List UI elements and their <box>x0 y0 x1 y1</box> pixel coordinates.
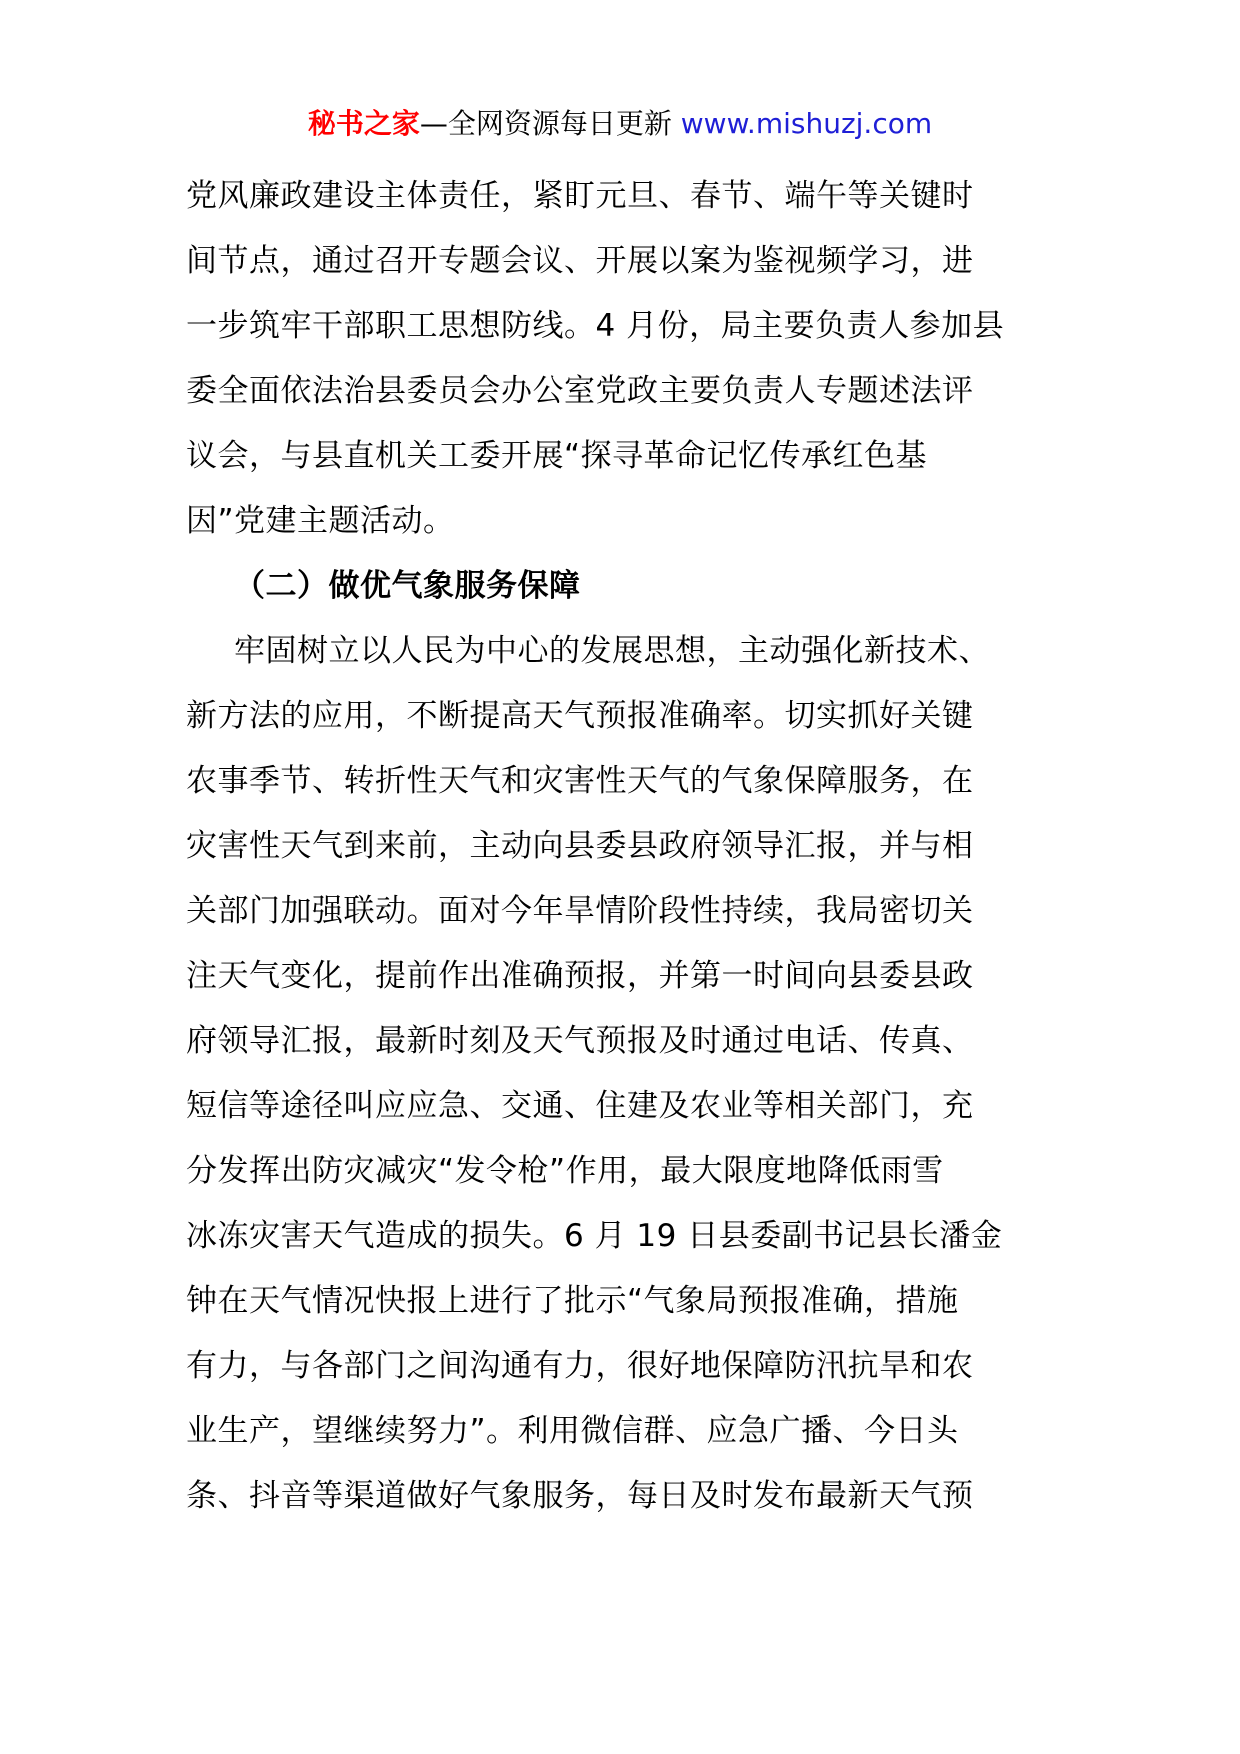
paragraph-line: 条、抖音等渠道做好气象服务，每日及时发布最新天气预 <box>186 1478 974 1514</box>
watermark-slogan: —全网资源每日更新 <box>419 107 681 140</box>
paragraph-line: 议会，与县直机关工委开展“探寻革命记忆传承红色基 <box>186 438 928 474</box>
paragraph-line: 因”党建主题活动。 <box>186 503 455 539</box>
paragraph-line: 有力，与各部门之间沟通有力，很好地保障防汛抗旱和农 <box>186 1348 974 1384</box>
paragraph-line: 府领导汇报，最新时刻及天气预报及时通过电话、传真、 <box>186 1023 974 1059</box>
paragraph-line: 间节点，通过召开专题会议、开展以案为鉴视频学习，进 <box>186 243 974 279</box>
paragraph-line: 委全面依法治县委员会办公室党政主要负责人专题述法评 <box>186 373 974 409</box>
paragraph-line: 党风廉政建设主体责任，紧盯元旦、春节、端午等关键时 <box>186 178 974 214</box>
paragraph-line: 冰冻灾害天气造成的损失。6 月 19 日县委副书记县长潘金 <box>186 1218 1003 1254</box>
paragraph-line: 钟在天气情况快报上进行了批示“气象局预报准确，措施 <box>186 1283 959 1319</box>
paragraph-line: 注天气变化，提前作出准确预报，并第一时间向县委县政 <box>186 958 974 994</box>
section-heading: （二）做优气象服务保障 <box>234 568 581 604</box>
paragraph-line: 农事季节、转折性天气和灾害性天气的气象保障服务，在 <box>186 763 974 799</box>
paragraph-line: 短信等途径叫应应急、交通、住建及农业等相关部门，充 <box>186 1088 974 1124</box>
paragraph-line: 新方法的应用，不断提高天气预报准确率。切实抓好关键 <box>186 698 974 734</box>
document-body <box>186 164 1066 1529</box>
paragraph-line: 一步筑牢干部职工思想防线。4 月份，局主要负责人参加县 <box>186 308 1005 344</box>
paragraph-line: 业生产，望继续努力”。利用微信群、应急广播、今日头 <box>186 1413 959 1449</box>
site-watermark-header <box>0 104 1240 144</box>
watermark-brand: 秘书之家 <box>307 107 420 140</box>
watermark-url[interactable]: www.mishuzj.com <box>680 107 933 140</box>
paragraph-line: 牢固树立以人民为中心的发展思想，主动强化新技术、 <box>234 633 990 669</box>
paragraph-line: 分发挥出防灾减灾“发令枪”作用，最大限度地降低雨雪 <box>186 1153 944 1189</box>
paragraph-line: 关部门加强联动。面对今年旱情阶段性持续，我局密切关 <box>186 893 974 929</box>
paragraph-line: 灾害性天气到来前，主动向县委县政府领导汇报，并与相 <box>186 828 974 864</box>
